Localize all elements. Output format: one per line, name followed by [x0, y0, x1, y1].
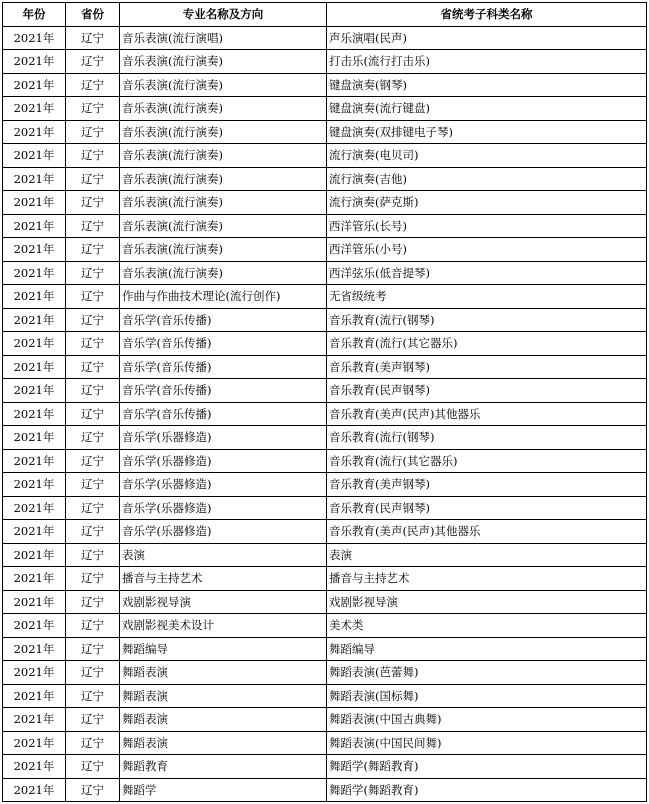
cell-major: 舞蹈学: [120, 778, 327, 802]
cell-province: 辽宁: [66, 426, 120, 450]
cell-year: 2021年: [3, 50, 66, 74]
cell-exam-category: 音乐教育(流行(其它器乐): [327, 449, 647, 473]
cell-exam-category: 舞蹈学(舞蹈教育): [327, 778, 647, 802]
table-row: [3, 285, 647, 309]
table-row: [3, 379, 647, 403]
cell-exam-category: 打击乐(流行打击乐): [327, 50, 647, 74]
cell-exam-category: 键盘演奏(双排键电子琴): [327, 120, 647, 144]
table-row: [3, 708, 647, 732]
cell-year: 2021年: [3, 332, 66, 356]
cell-province: 辽宁: [66, 261, 120, 285]
cell-exam-category: 声乐演唱(民声): [327, 26, 647, 50]
table-row: [3, 684, 647, 708]
cell-exam-category: 戏剧影视导演: [327, 590, 647, 614]
cell-exam-category: 音乐教育(美声钢琴): [327, 473, 647, 497]
cell-exam-category: 无省级统考: [327, 285, 647, 309]
cell-year: 2021年: [3, 543, 66, 567]
cell-exam-category: 舞蹈表演(国标舞): [327, 684, 647, 708]
cell-year: 2021年: [3, 167, 66, 191]
cell-province: 辽宁: [66, 285, 120, 309]
cell-year: 2021年: [3, 567, 66, 591]
cell-major: 音乐表演(流行演奏): [120, 73, 327, 97]
cell-province: 辽宁: [66, 26, 120, 50]
cell-exam-category: 音乐教育(美声(民声)其他器乐: [327, 402, 647, 426]
header-exam-category: 省统考子科类名称: [327, 3, 647, 27]
cell-province: 辽宁: [66, 731, 120, 755]
cell-province: 辽宁: [66, 402, 120, 426]
table-row: [3, 97, 647, 121]
cell-major: 音乐表演(流行演奏): [120, 214, 327, 238]
table-row: [3, 238, 647, 262]
cell-major: 音乐学(音乐传播): [120, 402, 327, 426]
cell-exam-category: 音乐教育(美声(民声)其他器乐: [327, 520, 647, 544]
table-row: [3, 520, 647, 544]
cell-exam-category: 音乐教育(流行(钢琴): [327, 426, 647, 450]
cell-major: 作曲与作曲技术理论(流行创作): [120, 285, 327, 309]
cell-year: 2021年: [3, 97, 66, 121]
table-row: [3, 261, 647, 285]
cell-year: 2021年: [3, 473, 66, 497]
cell-major: 音乐表演(流行演唱): [120, 26, 327, 50]
table-row: [3, 778, 647, 802]
cell-year: 2021年: [3, 661, 66, 685]
table-row: [3, 567, 647, 591]
cell-exam-category: 音乐教育(民声钢琴): [327, 379, 647, 403]
cell-province: 辽宁: [66, 567, 120, 591]
cell-major: 音乐学(乐器修造): [120, 426, 327, 450]
cell-major: 舞蹈表演: [120, 684, 327, 708]
cell-exam-category: 音乐教育(美声钢琴): [327, 355, 647, 379]
table-row: [3, 590, 647, 614]
cell-exam-category: 美术类: [327, 614, 647, 638]
cell-province: 辽宁: [66, 308, 120, 332]
cell-major: 戏剧影视导演: [120, 590, 327, 614]
table-row: [3, 426, 647, 450]
table-row: [3, 120, 647, 144]
cell-major: 音乐学(音乐传播): [120, 332, 327, 356]
cell-major: 音乐学(音乐传播): [120, 379, 327, 403]
table-row: [3, 473, 647, 497]
cell-exam-category: 舞蹈学(舞蹈教育): [327, 755, 647, 779]
table-row: [3, 73, 647, 97]
cell-major: 音乐表演(流行演奏): [120, 261, 327, 285]
cell-year: 2021年: [3, 238, 66, 262]
table-row: [3, 755, 647, 779]
table-row: [3, 731, 647, 755]
cell-major: 音乐表演(流行演奏): [120, 167, 327, 191]
cell-exam-category: 键盘演奏(钢琴): [327, 73, 647, 97]
table-row: [3, 402, 647, 426]
table-row: [3, 637, 647, 661]
table-row: [3, 308, 647, 332]
cell-exam-category: 西洋弦乐(低音提琴): [327, 261, 647, 285]
table-row: [3, 191, 647, 215]
cell-province: 辽宁: [66, 637, 120, 661]
cell-province: 辽宁: [66, 50, 120, 74]
table-row: [3, 167, 647, 191]
cell-year: 2021年: [3, 308, 66, 332]
cell-major: 音乐表演(流行演奏): [120, 238, 327, 262]
cell-exam-category: 舞蹈表演(中国古典舞): [327, 708, 647, 732]
cell-year: 2021年: [3, 402, 66, 426]
header-major: 专业名称及方向: [120, 3, 327, 27]
cell-exam-category: 流行演奏(萨克斯): [327, 191, 647, 215]
header-province: 省份: [66, 3, 120, 27]
cell-province: 辽宁: [66, 332, 120, 356]
cell-major: 音乐学(音乐传播): [120, 355, 327, 379]
cell-major: 音乐学(乐器修造): [120, 496, 327, 520]
cell-major: 音乐表演(流行演奏): [120, 50, 327, 74]
cell-year: 2021年: [3, 214, 66, 238]
table-row: [3, 543, 647, 567]
cell-province: 辽宁: [66, 97, 120, 121]
cell-year: 2021年: [3, 73, 66, 97]
table-row: [3, 496, 647, 520]
cell-year: 2021年: [3, 637, 66, 661]
cell-exam-category: 流行演奏(电贝司): [327, 144, 647, 168]
cell-year: 2021年: [3, 708, 66, 732]
cell-province: 辽宁: [66, 449, 120, 473]
cell-year: 2021年: [3, 449, 66, 473]
cell-province: 辽宁: [66, 778, 120, 802]
table-header-row: [3, 3, 647, 27]
cell-year: 2021年: [3, 778, 66, 802]
table-row: [3, 26, 647, 50]
cell-major: 音乐学(乐器修造): [120, 473, 327, 497]
cell-province: 辽宁: [66, 473, 120, 497]
cell-province: 辽宁: [66, 355, 120, 379]
cell-province: 辽宁: [66, 708, 120, 732]
cell-major: 音乐学(乐器修造): [120, 520, 327, 544]
cell-year: 2021年: [3, 426, 66, 450]
cell-major: 舞蹈教育: [120, 755, 327, 779]
cell-year: 2021年: [3, 520, 66, 544]
cell-year: 2021年: [3, 684, 66, 708]
cell-major: 音乐表演(流行演奏): [120, 97, 327, 121]
cell-province: 辽宁: [66, 590, 120, 614]
cell-province: 辽宁: [66, 496, 120, 520]
cell-major: 播音与主持艺术: [120, 567, 327, 591]
cell-province: 辽宁: [66, 379, 120, 403]
cell-major: 音乐学(乐器修造): [120, 449, 327, 473]
cell-major: 音乐表演(流行演奏): [120, 191, 327, 215]
cell-major: 舞蹈表演: [120, 661, 327, 685]
cell-province: 辽宁: [66, 661, 120, 685]
cell-province: 辽宁: [66, 120, 120, 144]
table-row: [3, 661, 647, 685]
cell-major: 戏剧影视美术设计: [120, 614, 327, 638]
cell-year: 2021年: [3, 120, 66, 144]
cell-year: 2021年: [3, 191, 66, 215]
cell-year: 2021年: [3, 590, 66, 614]
cell-year: 2021年: [3, 496, 66, 520]
cell-exam-category: 音乐教育(民声钢琴): [327, 496, 647, 520]
table-row: [3, 332, 647, 356]
cell-exam-category: 键盘演奏(流行键盘): [327, 97, 647, 121]
cell-major: 舞蹈表演: [120, 731, 327, 755]
cell-year: 2021年: [3, 285, 66, 309]
cell-province: 辽宁: [66, 144, 120, 168]
cell-major: 音乐表演(流行演奏): [120, 120, 327, 144]
cell-major: 音乐表演(流行演奏): [120, 144, 327, 168]
cell-province: 辽宁: [66, 191, 120, 215]
cell-exam-category: 西洋管乐(长号): [327, 214, 647, 238]
table-row: [3, 144, 647, 168]
cell-province: 辽宁: [66, 214, 120, 238]
cell-exam-category: 播音与主持艺术: [327, 567, 647, 591]
table-row: [3, 449, 647, 473]
cell-exam-category: 舞蹈表演(中国民间舞): [327, 731, 647, 755]
cell-province: 辽宁: [66, 73, 120, 97]
cell-exam-category: 流行演奏(吉他): [327, 167, 647, 191]
cell-year: 2021年: [3, 26, 66, 50]
cell-exam-category: 舞蹈编导: [327, 637, 647, 661]
cell-province: 辽宁: [66, 543, 120, 567]
table-row: [3, 355, 647, 379]
cell-year: 2021年: [3, 755, 66, 779]
cell-major: 舞蹈表演: [120, 708, 327, 732]
table-row: [3, 614, 647, 638]
cell-year: 2021年: [3, 144, 66, 168]
cell-year: 2021年: [3, 355, 66, 379]
table-row: [3, 214, 647, 238]
cell-province: 辽宁: [66, 520, 120, 544]
table-body: [3, 26, 647, 802]
cell-province: 辽宁: [66, 238, 120, 262]
cell-province: 辽宁: [66, 167, 120, 191]
cell-year: 2021年: [3, 731, 66, 755]
admissions-table: [2, 2, 647, 802]
table-row: [3, 50, 647, 74]
cell-major: 表演: [120, 543, 327, 567]
cell-exam-category: 西洋管乐(小号): [327, 238, 647, 262]
cell-province: 辽宁: [66, 614, 120, 638]
cell-province: 辽宁: [66, 684, 120, 708]
cell-major: 音乐学(音乐传播): [120, 308, 327, 332]
cell-year: 2021年: [3, 614, 66, 638]
cell-year: 2021年: [3, 261, 66, 285]
header-year: 年份: [3, 3, 66, 27]
cell-exam-category: 舞蹈表演(芭蕾舞): [327, 661, 647, 685]
cell-province: 辽宁: [66, 755, 120, 779]
cell-year: 2021年: [3, 379, 66, 403]
cell-exam-category: 音乐教育(流行(其它器乐): [327, 332, 647, 356]
cell-exam-category: 音乐教育(流行(钢琴): [327, 308, 647, 332]
cell-exam-category: 表演: [327, 543, 647, 567]
cell-major: 舞蹈编导: [120, 637, 327, 661]
